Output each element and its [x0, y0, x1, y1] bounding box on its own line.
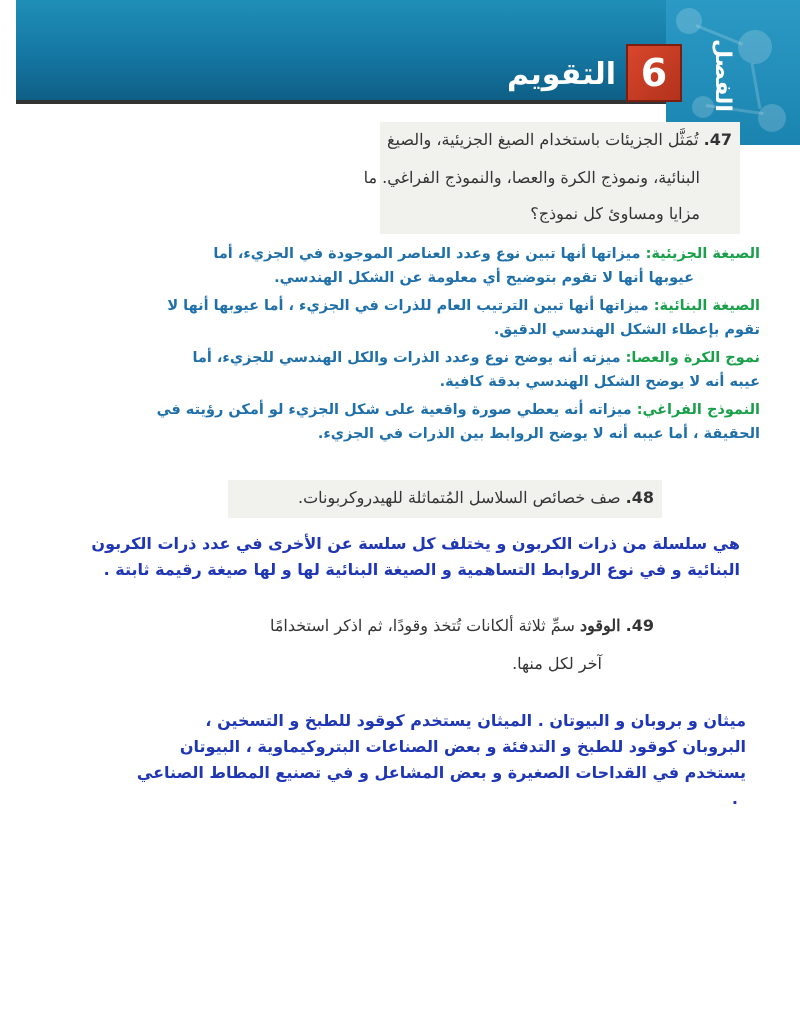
answer-48-line-1: هي سلسلة من ذرات الكربون و يختلف كل سلسة عن الأخرى في عدد ذرات الكربون	[91, 534, 740, 553]
question-49-box	[210, 606, 662, 682]
term-molecular-formula: الصيغة الجزيئية:	[645, 246, 760, 262]
question-number: 49.	[625, 616, 654, 635]
answer-47-ballstick-line-1: نموج الكرة والعصا: ميزته أنه يوضح نوع وعدد الذرات والكل الهندسي للجزيء، أما	[192, 350, 760, 366]
answer-48	[80, 530, 740, 590]
term-space-filling: النموذج الفراغي:	[636, 402, 760, 418]
question-48-line: 48. صف خصائص السلاسل المُتماثلة للهيدروكربونات.	[297, 488, 654, 507]
question-47-box	[363, 122, 740, 234]
chapter-label: الفصل	[710, 38, 735, 112]
question-49-line-2: آخر لكل منها.	[512, 654, 602, 673]
term-ball-and-stick: نموج الكرة والعصا:	[625, 350, 760, 366]
answer-47-ballstick-line-2: عيبه أنه لا يوضح الشكل الهندسي بدقة كافية.	[439, 374, 760, 390]
chapter-number-badge: 6	[626, 44, 682, 102]
header-banner-shadow	[16, 100, 666, 104]
question-47-line-3: مزايا ومساوئ كل نموذج؟	[530, 204, 700, 223]
molecule-decoration-icon	[676, 8, 702, 34]
answer-47-structural-line-1: الصيغة البنائية: ميزاتها أنها تبين الترتيب العام للذرات في الجزيء ، أما عيوبها أنها لا	[167, 298, 760, 314]
answer-47-structural-line-2: تقوم بإعطاء الشكل الهندسي الدقيق.	[493, 322, 760, 338]
question-49-keyword: الوقود	[579, 616, 621, 635]
answer-47-molecular-line-2: عيوبها أنها لا تقوم بتوضيح أي معلومة عن الشكل الهندسي.	[274, 270, 694, 286]
answer-47	[90, 240, 760, 470]
answer-49-line-4: .	[731, 789, 738, 808]
term-structural-formula: الصيغة البنائية:	[653, 298, 760, 314]
question-number: 48.	[625, 488, 654, 507]
question-47-line-2: البنائية، ونموذج الكرة والعصا، والنموذج الفراغي. ما	[363, 168, 700, 187]
answer-49-line-1: ميثان و بروبان و البيوتان . الميثان يستخدم كوقود للطبخ و التسخين ،	[205, 711, 746, 730]
question-48-box	[228, 480, 662, 518]
answer-47-spacefill-line-2: الحقيقة ، أما عيبه أنه لا يوضح الروابط بين الذرات في الجزيء.	[317, 426, 760, 442]
question-49-line-1: 49. الوقود سمِّ ثلاثة ألكانات تُتخذ وقودًا، ثم اذكر استخدامًا	[269, 616, 654, 635]
answer-49	[130, 705, 746, 825]
question-number: 47.	[703, 130, 732, 149]
answer-47-spacefill-line-1: النموذج الفراغي: ميزاته أنه يعطي صورة واقعية على شكل الجزيء لو أمكن رؤيته في	[156, 402, 760, 418]
molecule-bond-decoration	[751, 63, 762, 109]
section-title: التقويم	[507, 57, 616, 92]
answer-47-molecular-line-1: الصيغة الجزيئية: ميزاتها أنها تبين نوع وعدد العناصر الموجودة في الجزيء، أما	[213, 246, 760, 262]
molecule-decoration-icon	[758, 104, 786, 132]
answer-49-line-2: البروبان كوقود للطبخ و التدفئة و بعض الصناعات البتروكيماوية ، البيوتان	[179, 737, 746, 756]
question-47-line-1: 47. تُمَثَّل الجزيئات باستخدام الصيغ الجزيئية، والصيغ	[387, 130, 732, 149]
answer-49-line-3: يستخدم في القداحات الصغيرة و بعض المشاعل و في تصنيع المطاط الصناعي	[136, 763, 746, 782]
answer-48-line-2: البنائية و في نوع الروابط التساهمية و الصيغة البنائية لها و لها صيغة رقيمة ثابتة .	[103, 560, 740, 579]
